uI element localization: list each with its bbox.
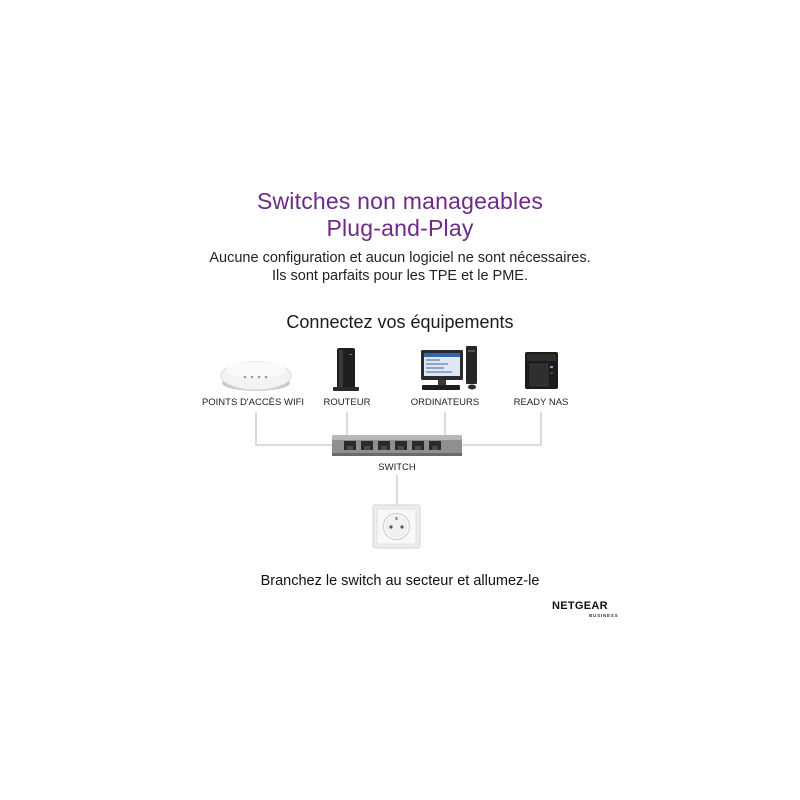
wifi-access-point-icon: [221, 362, 291, 391]
connector-wifi: [256, 412, 332, 445]
page-title-line1: Switches non manageables: [256, 188, 544, 214]
connector-nas: [462, 412, 541, 445]
netgear-logo-sub: BUSINESS: [589, 613, 619, 618]
switch-label: SWITCH: [378, 462, 416, 473]
description-line2: Ils sont parfaits pour les TPE et le PME.: [271, 268, 528, 284]
device-label-computers: ORDINATEURS: [410, 397, 480, 408]
page-title-line2: Plug-and-Play: [326, 215, 474, 241]
device-label-nas: READY NAS: [513, 397, 569, 408]
device-label-router: ROUTEUR: [323, 397, 371, 408]
computer-icon: [421, 346, 477, 390]
section-title: Connectez vos équipements: [286, 312, 514, 332]
nas-icon: [525, 352, 558, 389]
footer-instruction: Branchez le switch au secteur et allumez-le: [260, 573, 540, 589]
device-label-wifi: POINTS D'ACCÈS WIFI: [201, 397, 305, 408]
power-outlet-icon: [373, 505, 420, 548]
router-icon: [333, 348, 359, 391]
connector-lines: [256, 412, 541, 505]
description-line1: Aucune configuration et aucun logiciel ne sont nécessaires.: [209, 250, 591, 266]
netgear-logo: NETGEAR: [552, 600, 608, 612]
switch-icon: [332, 435, 462, 456]
